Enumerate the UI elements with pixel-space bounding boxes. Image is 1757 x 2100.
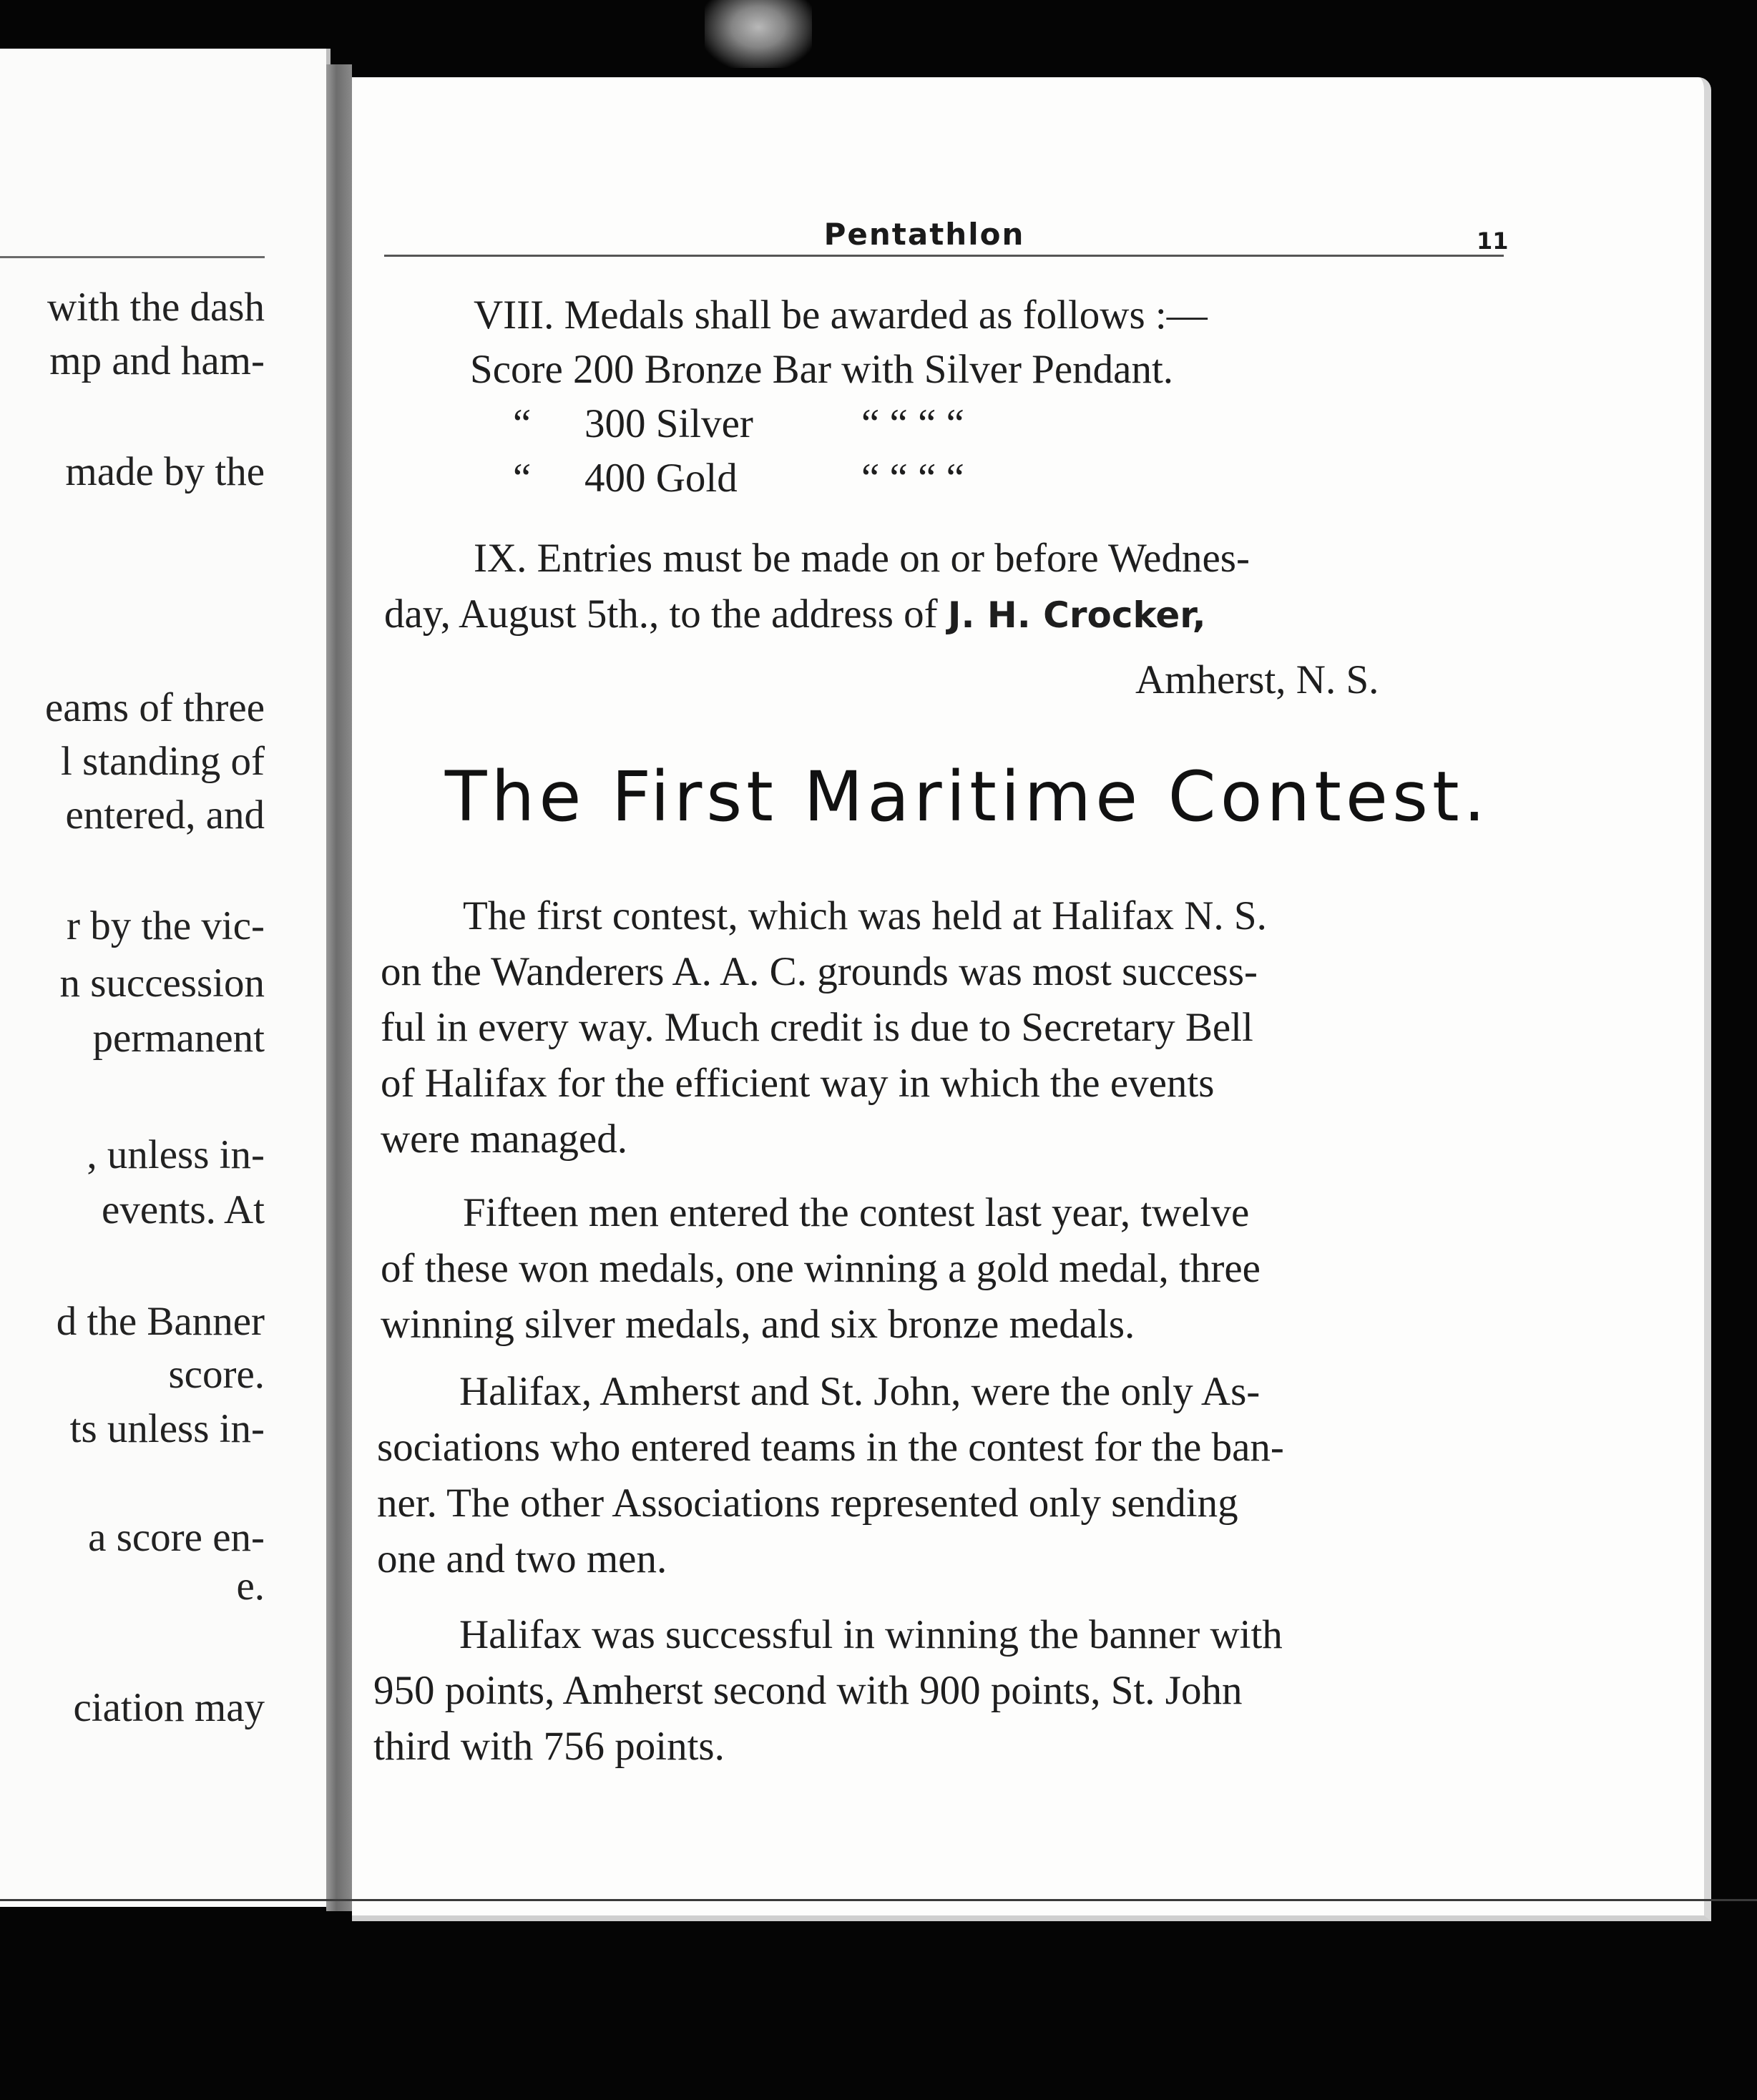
left-page-line: with the dash — [47, 285, 265, 330]
section-heading: The First Maritime Contest. — [444, 757, 1490, 837]
paragraph-line: third with 756 points. — [373, 1724, 725, 1769]
left-page-line: a score en- — [88, 1515, 265, 1560]
left-page-line: ts unless in- — [69, 1406, 265, 1451]
left-page-line: made by the — [65, 449, 265, 494]
paragraph-line: sociations who entered teams in the contest for the ban- — [377, 1425, 1284, 1470]
page-number: 11 — [1477, 227, 1509, 255]
left-page-line: eams of three — [44, 685, 265, 730]
paragraph-line: Halifax was successful in winning the banner with — [459, 1612, 1283, 1657]
left-page-line: events. At — [102, 1187, 265, 1232]
paragraph-line: were managed. — [381, 1117, 627, 1162]
rule-ix-text: day, August 5th., to the address of — [384, 592, 938, 637]
ditto-mark: “ — [513, 456, 532, 501]
ditto-mark: “ — [513, 401, 532, 446]
left-page — [0, 49, 331, 1907]
scan-blotch — [705, 0, 812, 68]
left-page-line: l standing of — [61, 739, 265, 784]
ditto-marks: “ “ “ “ — [861, 456, 964, 501]
right-page — [352, 77, 1711, 1921]
left-page-line: score. — [168, 1352, 265, 1397]
left-page-line: entered, and — [65, 793, 265, 838]
paragraph-line: Fifteen men entered the contest last year, twelve — [463, 1190, 1250, 1235]
medal-gold: 400 Gold — [584, 456, 738, 501]
running-head: Pentathlon — [823, 217, 1025, 252]
rule-viii-line: VIII. Medals shall be awarded as follows :— — [474, 293, 1208, 338]
paragraph-line: The first contest, which was held at Halifax N. S. — [463, 893, 1267, 938]
paragraph-line: of Halifax for the efficient way in which the events — [381, 1061, 1215, 1106]
header-rule — [384, 255, 1504, 257]
left-page-line: ciation may — [73, 1685, 265, 1730]
paragraph-line: winning silver medals, and six bronze medals. — [381, 1302, 1135, 1347]
paragraph-line: ner. The other Associations represented only sending — [377, 1481, 1238, 1526]
left-page-line: permanent — [92, 1016, 265, 1061]
contact-address: Amherst, N. S. — [1135, 657, 1379, 702]
scan-edge-line — [0, 1899, 1757, 1901]
left-page-line: , unless in- — [87, 1132, 265, 1177]
rule-ix-line: IX. Entries must be made on or before Wednes- — [474, 536, 1250, 581]
contact-name: J. H. Crocker, — [947, 594, 1206, 636]
left-page-line: d the Banner — [56, 1299, 265, 1344]
rule-viii-line: Score 200 Bronze Bar with Silver Pendant. — [470, 347, 1174, 392]
paragraph-line: one and two men. — [377, 1536, 667, 1581]
left-page-line: e. — [236, 1564, 265, 1609]
left-page-line: r by the vic- — [67, 903, 265, 948]
paragraph-line: Halifax, Amherst and St. John, were the only As- — [459, 1369, 1261, 1414]
left-page-line: n succession — [59, 961, 265, 1006]
ditto-marks: “ “ “ “ — [861, 401, 964, 446]
rule-ix-line — [384, 591, 1206, 639]
medal-silver: 300 Silver — [584, 401, 753, 446]
paragraph-line: 950 points, Amherst second with 900 points, St. John — [373, 1668, 1243, 1713]
paragraph-line: on the Wanderers A. A. C. grounds was most success- — [381, 949, 1258, 994]
paragraph-line: of these won medals, one winning a gold medal, three — [381, 1246, 1261, 1291]
left-page-line: mp and ham- — [49, 338, 265, 383]
book-gutter — [326, 64, 352, 1911]
paragraph-line: ful in every way. Much credit is due to Secretary Bell — [381, 1005, 1253, 1050]
left-page-rule — [0, 256, 265, 258]
